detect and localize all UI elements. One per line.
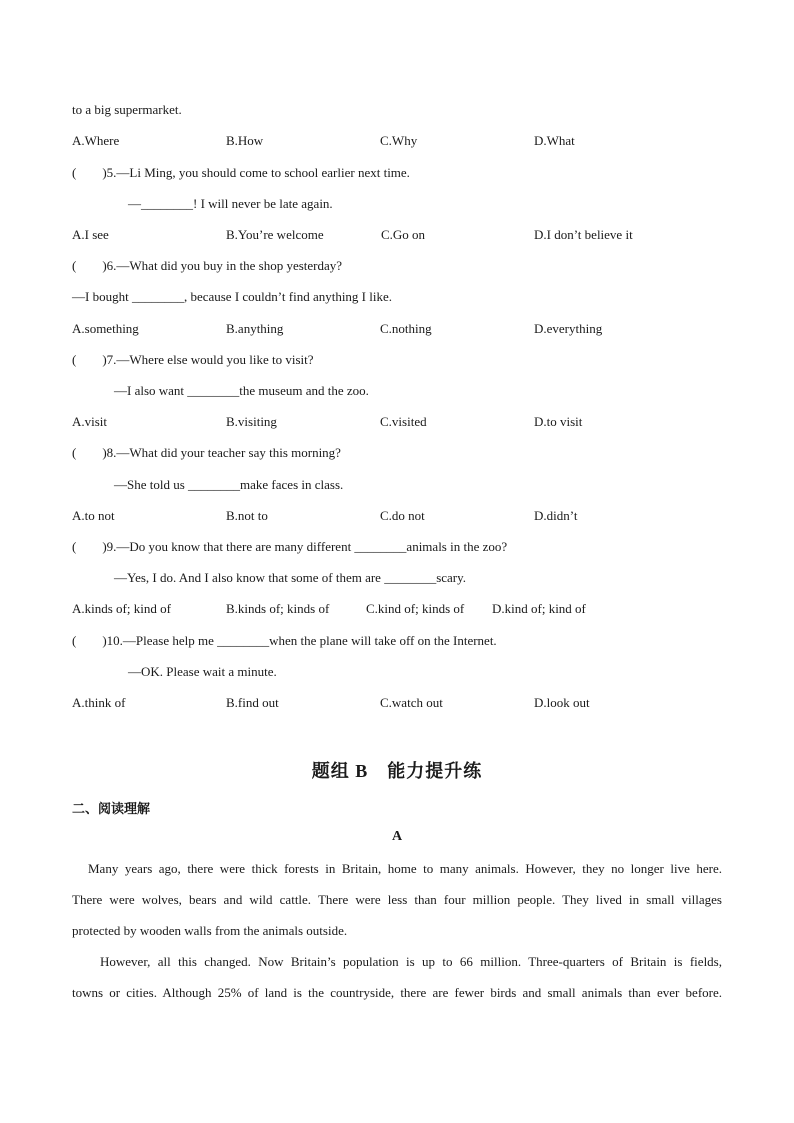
q8-option-c: C.do not [380,508,425,523]
q8-option-b: B.not to [226,508,268,523]
passage-paragraph-1 [72,860,722,1002]
q5-stem: ( )5.—Li Ming, you should come to school earlier next time. [72,165,410,180]
q6-stem: ( )6.—What did you buy in the shop yesterday? [72,258,343,273]
passage-line: Many years ago, there were thick forests in Britain, home to many animals. However, they no longer live here. [88,861,722,876]
q5-option-a: A.I see [72,227,109,242]
passage-line: towns or cities. Although 25% of land is the countryside, there are fewer birds and small animals than ever before. [72,985,722,1000]
q7-option-d: D.to visit [534,414,583,429]
q5-reply: —________! I will never be late again. [128,196,333,211]
q10-stem: ( )10.—Please help me ________when the plane will take off on the Internet. [72,633,497,648]
q5-option-d: D.I don’t believe it [534,227,633,242]
q7-option-a: A.visit [72,414,108,429]
q9-option-a: A.kinds of; kind of [72,601,171,616]
q9-option-b: B.kinds of; kinds of [226,601,330,616]
q6-option-c: C.nothing [380,321,432,336]
q7-option-c: C.visited [380,414,427,429]
q4-option-b: B.How [226,133,264,148]
q8-reply: —She told us ________make faces in class. [114,477,344,492]
q10-reply: —OK. Please wait a minute. [128,664,277,679]
q6-option-d: D.everything [534,321,603,336]
q10-option-d: D.look out [534,695,590,710]
passage-label: A [391,829,403,844]
q4-option-c: C.Why [380,133,418,148]
q6-option-a: A.something [72,321,139,336]
group-title: 题组 B 能力提升练 [311,761,483,781]
q5-option-c: C.Go on [381,227,426,242]
passage-line: protected by wooden walls from the animals outside. [72,923,348,938]
q7-reply: —I also want ________the museum and the zoo. [114,383,369,398]
q4-continuation: to a big supermarket. [72,102,182,117]
q10-option-c: C.watch out [380,695,443,710]
q10-option-b: B.find out [226,695,279,710]
q9-option-d: D.kind of; kind of [492,601,586,616]
q5-option-b: B.You’re welcome [226,227,324,242]
q6-option-b: B.anything [226,321,284,336]
q6-reply: —I bought ________, because I couldn’t find anything I like. [72,289,393,304]
q8-stem: ( )8.—What did your teacher say this morning? [72,445,341,460]
section-title: 二、阅读理解 [72,802,151,817]
q8-option-d: D.didn’t [534,508,578,523]
q9-stem: ( )9.—Do you know that there are many different ________animals in the zoo? [72,539,508,554]
q4-option-a: A.Where [72,133,120,148]
passage-line: There were wolves, bears and wild cattle. There were less than four million people. They lived in small villages [72,892,722,907]
q4-option-d: D.What [534,133,575,148]
q8-option-a: A.to not [72,508,115,523]
q9-option-c: C.kind of; kinds of [366,601,465,616]
q10-option-a: A.think of [72,695,126,710]
passage-line: However, all this changed. Now Britain’s population is up to 66 million. Three-quarters of Britain is fields, [100,954,722,969]
q9-reply: —Yes, I do. And I also know that some of them are ________scary. [114,570,467,585]
q7-stem: ( )7.—Where else would you like to visit? [72,352,314,367]
q7-option-b: B.visiting [226,414,277,429]
